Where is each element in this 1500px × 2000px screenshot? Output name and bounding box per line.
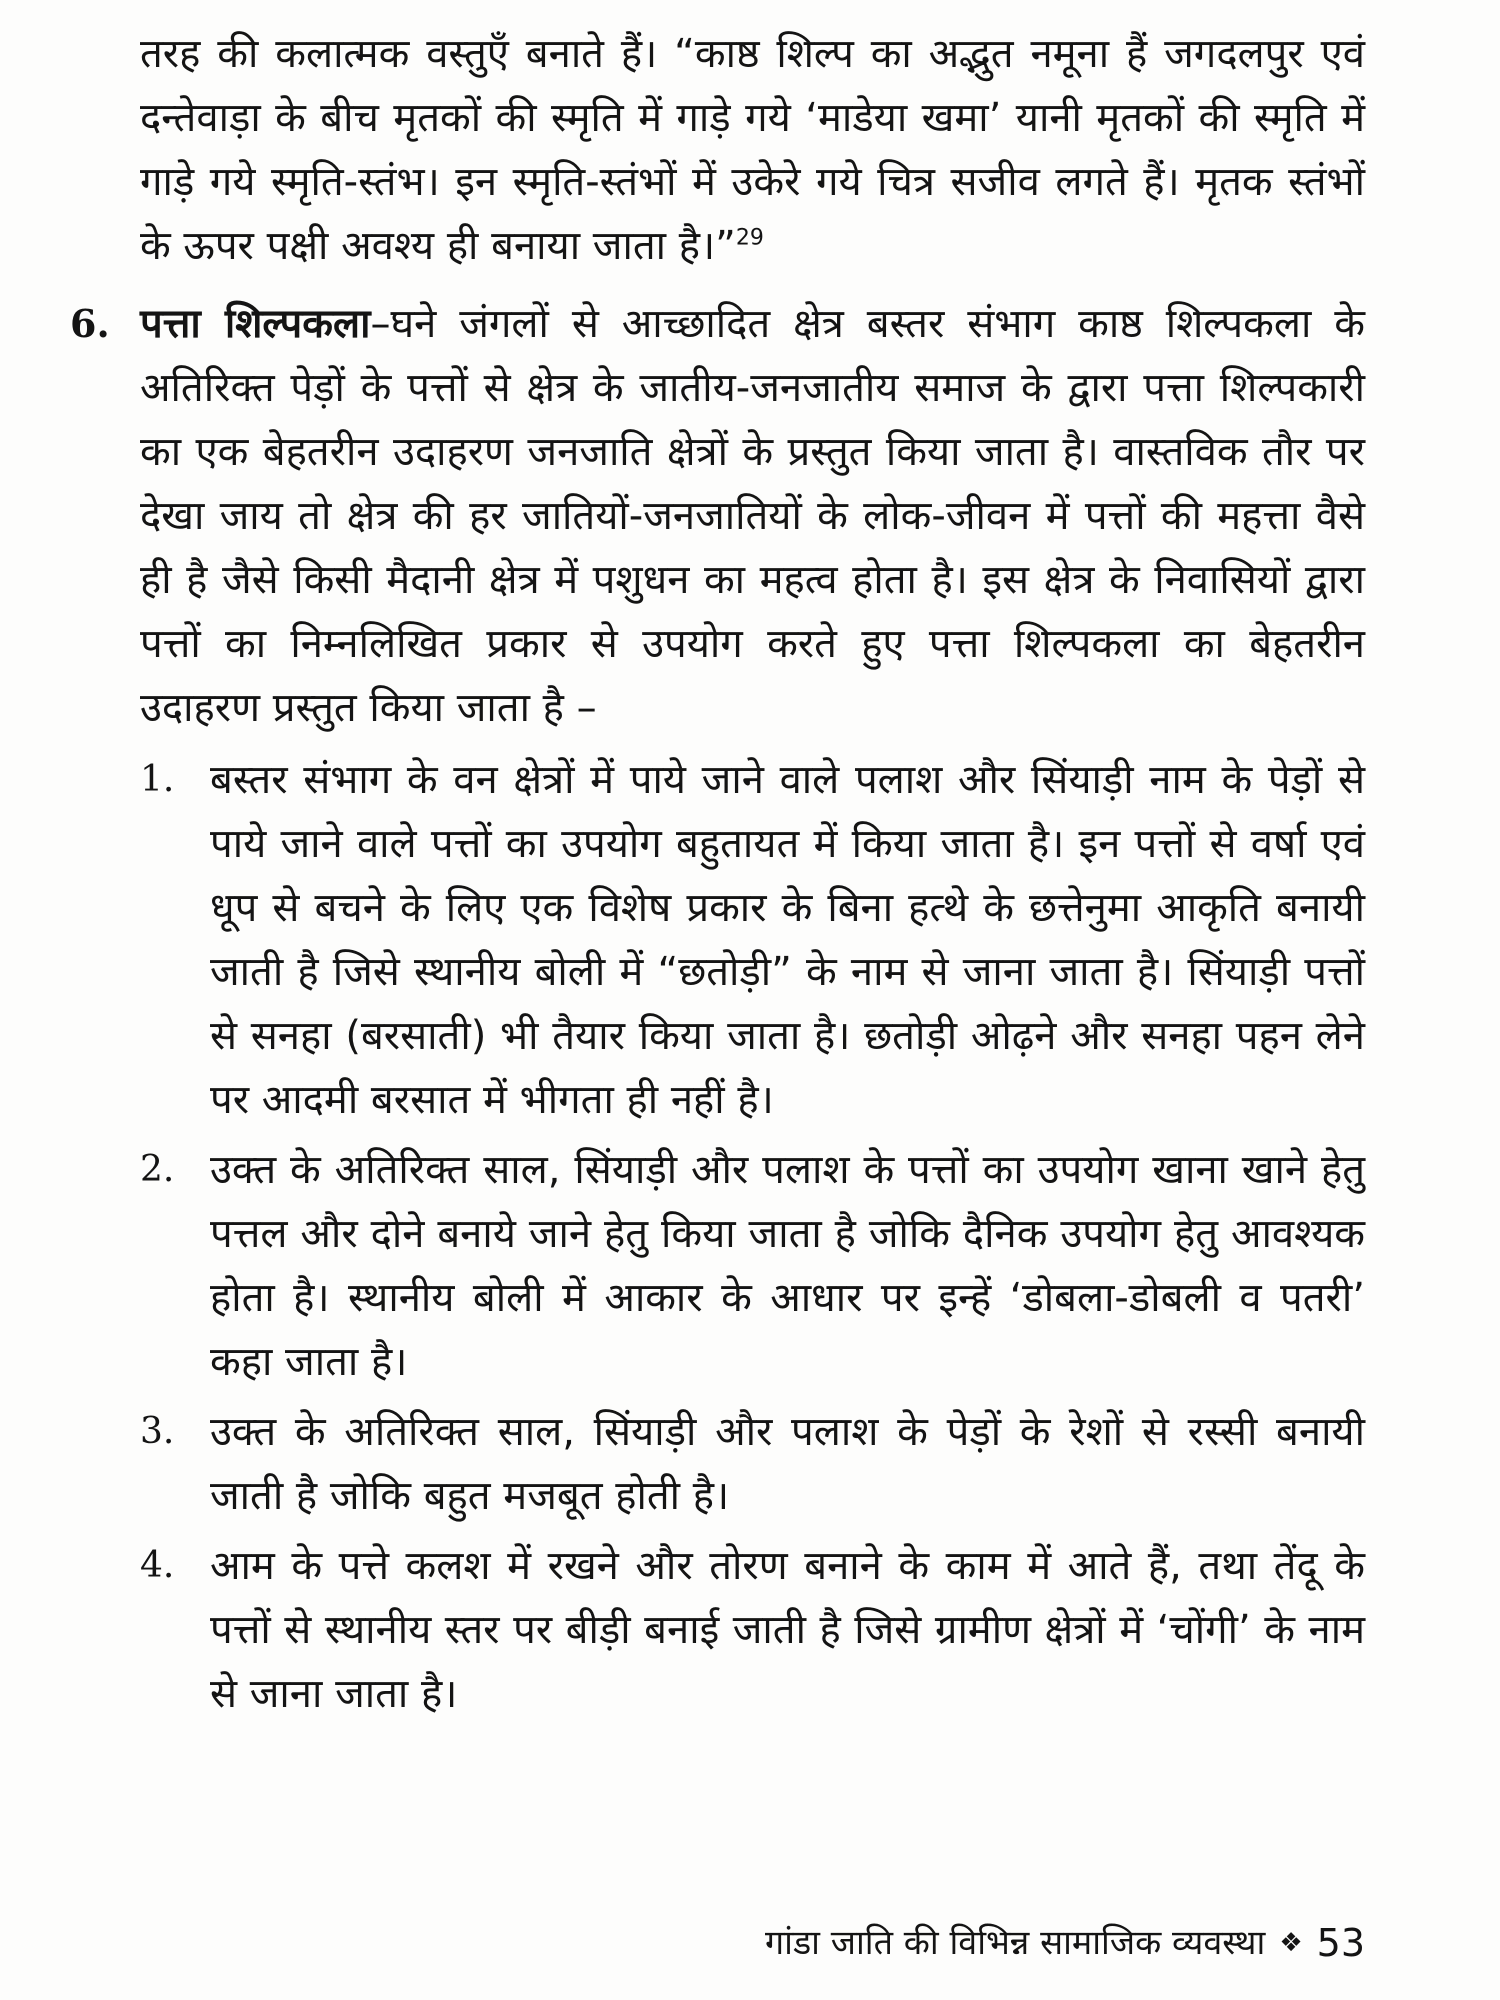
section-6 xyxy=(70,292,1365,1732)
page-footer xyxy=(765,1918,1365,1968)
list-item xyxy=(140,1534,1365,1726)
list-item-text: आम के पत्ते कलश में रखने और तोरण बनाने के काम में आते हैं, तथा तेंदू के पत्तों से स्थानीय स्तर पर बीड़ी बनाई जाती है जिसे ग्रामीण क्षेत्रों में ‘चोंगी’ के नाम से जाना जाता है। xyxy=(210,1543,1365,1717)
list-item-number: 3. xyxy=(140,1411,175,1452)
intro-paragraph xyxy=(140,22,1365,278)
diamond-separator-icon: ❖ xyxy=(1279,1928,1303,1958)
section-paragraph xyxy=(140,292,1365,740)
section-body xyxy=(140,292,1365,1732)
list-item-number: 4. xyxy=(140,1545,175,1586)
list-item xyxy=(140,1400,1365,1528)
list-item-text: उक्त के अतिरिक्त साल, सिंयाड़ी और पलाश के पत्तों का उपयोग खाना खाने हेतु पत्तल और दोने बनाये जाने हेतु किया जाता है जोकि दैनिक उपयोग हेतु आवश्यक होता है। स्थानीय बोली में आकार के आधार पर इन्हें ‘डोबला-डोबली व पतरी’ कहा जाता है। xyxy=(210,1147,1365,1385)
page-content xyxy=(70,22,1365,1732)
list-item-text: बस्तर संभाग के वन क्षेत्रों में पाये जाने वाले पलाश और सिंयाड़ी नाम के पेड़ों से पाये जाने वाले पत्तों का उपयोग बहुतायत में किया जाता है। इन पत्तों से वर्षा एवं धूप से बचने के लिए एक विशेष प्रकार के बिना हत्थे के छत्तेनुमा आकृति बनायी जाती है जिसे स्थानीय बोली में “छतोड़ी” के नाम से जाना जाता है। सिंयाड़ी पत्तों से सनहा (बरसाती) भी तैयार किया जाता है। छतोड़ी ओढ़ने और सनहा पहन लेने पर आदमी बरसात में भीगता ही नहीं है। xyxy=(210,757,1365,1123)
section-text: –घने जंगलों से आच्छादित क्षेत्र बस्तर संभाग काष्ठ शिल्पकला के अतिरिक्त पेड़ों के पत्तों से क्षेत्र के जातीय-जनजातीय समाज के द्वारा पत्ता शिल्पकारी का एक बेहतरीन उदाहरण जनजाति क्षेत्रों के प्रस्तुत किया जाता है। वास्तविक तौर पर देखा जाय तो क्षेत्र की हर जातियों-जनजातियों के लोक-जीवन में पत्तों की महत्ता वैसे ही है जैसे किसी मैदानी क्षेत्र में पशुधन का महत्व होता है। इस क्षेत्र के निवासियों द्वारा पत्तों का निम्नलिखित प्रकार से उपयोग करते हुए पत्ता शिल्पकला का बेहतरीन उदाहरण प्रस्तुत किया जाता है – xyxy=(140,301,1365,731)
list-item xyxy=(140,1138,1365,1394)
intro-text: तरह की कलात्मक वस्तुएँ बनाते हैं। “काष्ठ शिल्प का अद्भुत नमूना हैं जगदलपुर एवं दन्तेवाड़ा के बीच मृतकों की स्मृति में गाड़े गये ‘माडेया खमा’ यानी मृतकों की स्मृति में गाड़े गये स्मृति-स्तंभ। इन स्मृति-स्तंभों में उकेरे गये चित्र सजीव लगते हैं। मृतक स्तंभों के ऊपर पक्षी अवश्य ही बनाया जाता है।” xyxy=(140,31,1365,269)
running-title: गांडा जाति की विभिन्न सामाजिक व्यवस्था xyxy=(765,1923,1266,1963)
list-item xyxy=(140,748,1365,1132)
page-number: 53 xyxy=(1316,1921,1365,1965)
footnote-ref: 29 xyxy=(735,225,764,251)
numbered-list xyxy=(140,748,1365,1726)
list-item-text: उक्त के अतिरिक्त साल, सिंयाड़ी और पलाश के पेड़ों के रेशों से रस्सी बनायी जाती है जोकि बहुत मजबूत होती है। xyxy=(210,1409,1365,1519)
list-item-number: 1. xyxy=(140,759,175,800)
section-heading: पत्ता शिल्पकला xyxy=(140,301,371,347)
list-item-number: 2. xyxy=(140,1149,175,1190)
section-number: 6. xyxy=(70,301,110,346)
